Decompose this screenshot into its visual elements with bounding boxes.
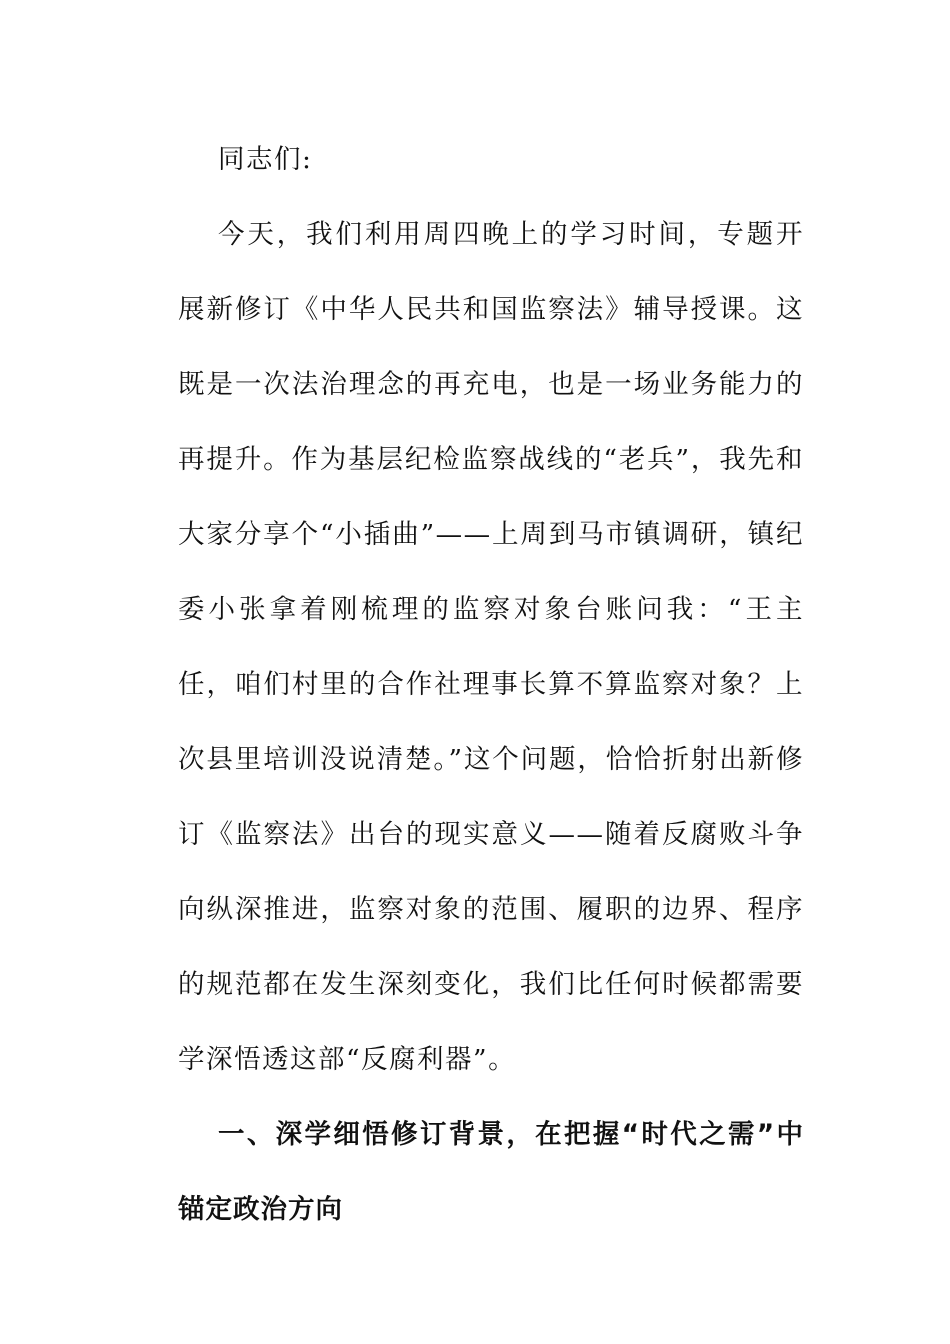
section-heading: 一、深学细悟修订背景，在把握“时代之需”中锚定政治方向 xyxy=(178,1119,804,1225)
body-paragraph: 今天，我们利用周四晚上的学习时间，专题开展新修订《中华人民共和国监察法》辅导授课。这既是一次法治理念的再充电，也是一场业务能力的再提升。作为基层纪检监察战线的“老兵”，我先和大家分享个“小插曲”——上周到马市镇调研，镇纪委小张拿着刚梳理的监察对象台账问我：“王主任，咱们村里的合作社理事长算不算监察对象？上次县里培训没说清楚。”这个问题，恰恰折射出新修订《监察法》出台的现实意义——随着反腐败斗争向纵深推进，监察对象的范围、履职的边界、程序的规范都在发生深刻变化，我们比任何时候都需要学深悟透这部“反腐利器”。 xyxy=(178,219,804,1075)
salutation: 同志们: xyxy=(218,144,313,175)
document-body xyxy=(178,122,804,1247)
